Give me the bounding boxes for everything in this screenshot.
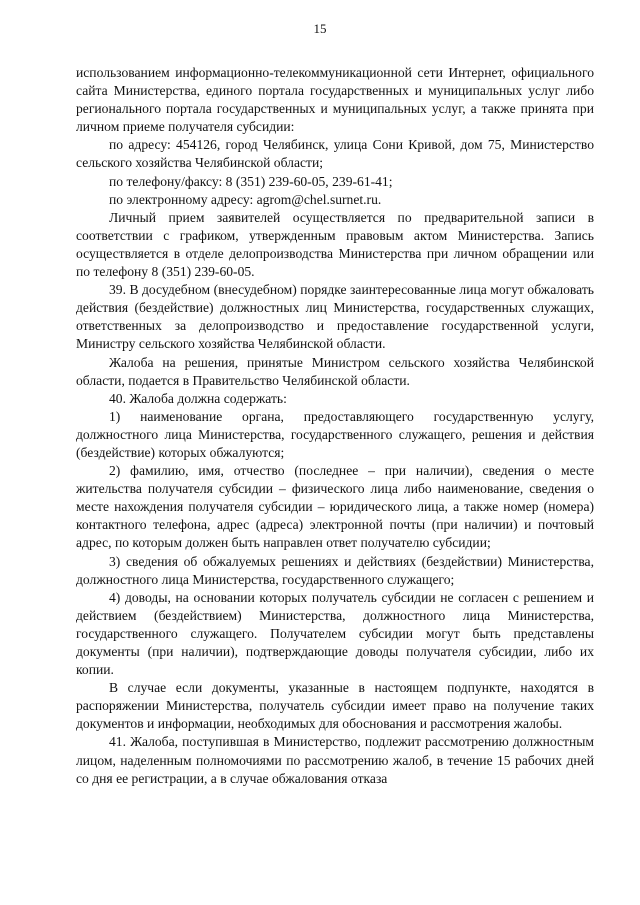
document-body (76, 64, 594, 788)
paragraph-phone-fax: по телефону/факсу: 8 (351) 239-60-05, 239-61-41; (109, 173, 393, 189)
paragraph-documents-note: В случае если документы, указанные в настоящем подпункте, находятся в распоряжении Министерства, получатель субсидии имеет право на получение таких документов и информации, необходимых для обоснования и рассмотрения жалобы. (76, 680, 594, 732)
paragraph-subitem-3: 3) сведения об обжалуемых решениях и действиях (бездействии) Министерства, должностного лица Министерства, государственного служащего; (76, 553, 594, 587)
page-number: 15 (313, 21, 327, 36)
paragraph-item-41: 41. Жалоба, поступившая в Министерство, подлежит рассмотрению должностным лицом, наделенным полномочиями по рассмотрению жалоб, в течение 15 рабочих дней со дня ее регистрации, а в случае обжалования отказа (76, 734, 594, 786)
paragraph-subitem-2: 2) фамилию, имя, отчество (последнее – при наличии), сведения о месте жительства получателя субсидии – физического лица либо наименование, сведения о месте нахождения получателя субсидии – юридического лица, а также номер (номера) контактного телефона, адрес (адреса) электронной почты (при наличии) и почтовый адрес, по которым должен быть направлен ответ получателю субсидии; (76, 463, 594, 551)
paragraph-complaint-government: Жалоба на решения, принятые Министром сельского хозяйства Челябинской области, подается в Правительство Челябинской области. (76, 354, 594, 388)
paragraph-postal-address: по адресу: 454126, город Челябинск, улица Сони Кривой, дом 75, Министерство сельского хозяйства Челябинской области; (76, 137, 594, 171)
paragraph-item-39: 39. В досудебном (внесудебном) порядке заинтересованные лица могут обжаловать действия (бездействие) должностных лиц Министерства, государственных служащих, ответственных за делопроизводство и предоставление государственной услуги, Министру сельского хозяйства Челябинской области. (76, 282, 594, 352)
paragraph-subitem-1: 1) наименование органа, предоставляющего государственную услугу, должностного лица Министерства, государственного служащего, решения и действия (бездействие) которых обжалуются; (76, 408, 594, 460)
paragraph-personal-reception: Личный прием заявителей осуществляется по предварительной записи в соответствии с графиком, утвержденным правовым актом Министерства. Запись осуществляется в отделе делопроизводства Министерства при личном обращении или по телефону 8 (351) 239-60-05. (76, 209, 594, 280)
paragraph-continuation: использованием информационно-телекоммуникационной сети Интернет, официального сайта Министерства, единого портала государственных и муниципальных услуг либо регионального портала государственных и муниципальных услуг, а также принята при личном приеме получателя субсидии: (76, 65, 594, 135)
paragraph-item-40: 40. Жалоба должна содержать: (109, 390, 287, 406)
paragraph-email-address: по электронному адресу: agrom@chel.surnet.ru. (109, 191, 382, 207)
paragraph-subitem-4: 4) доводы, на основании которых получатель субсидии не согласен с решением и действием (бездействием) Министерства, должностного лица Министерства, государственного служащего. Получателем субсидии могут быть представлены документы (при наличии), подтверждающие доводы получателя субсидии, либо их копии. (76, 589, 594, 678)
